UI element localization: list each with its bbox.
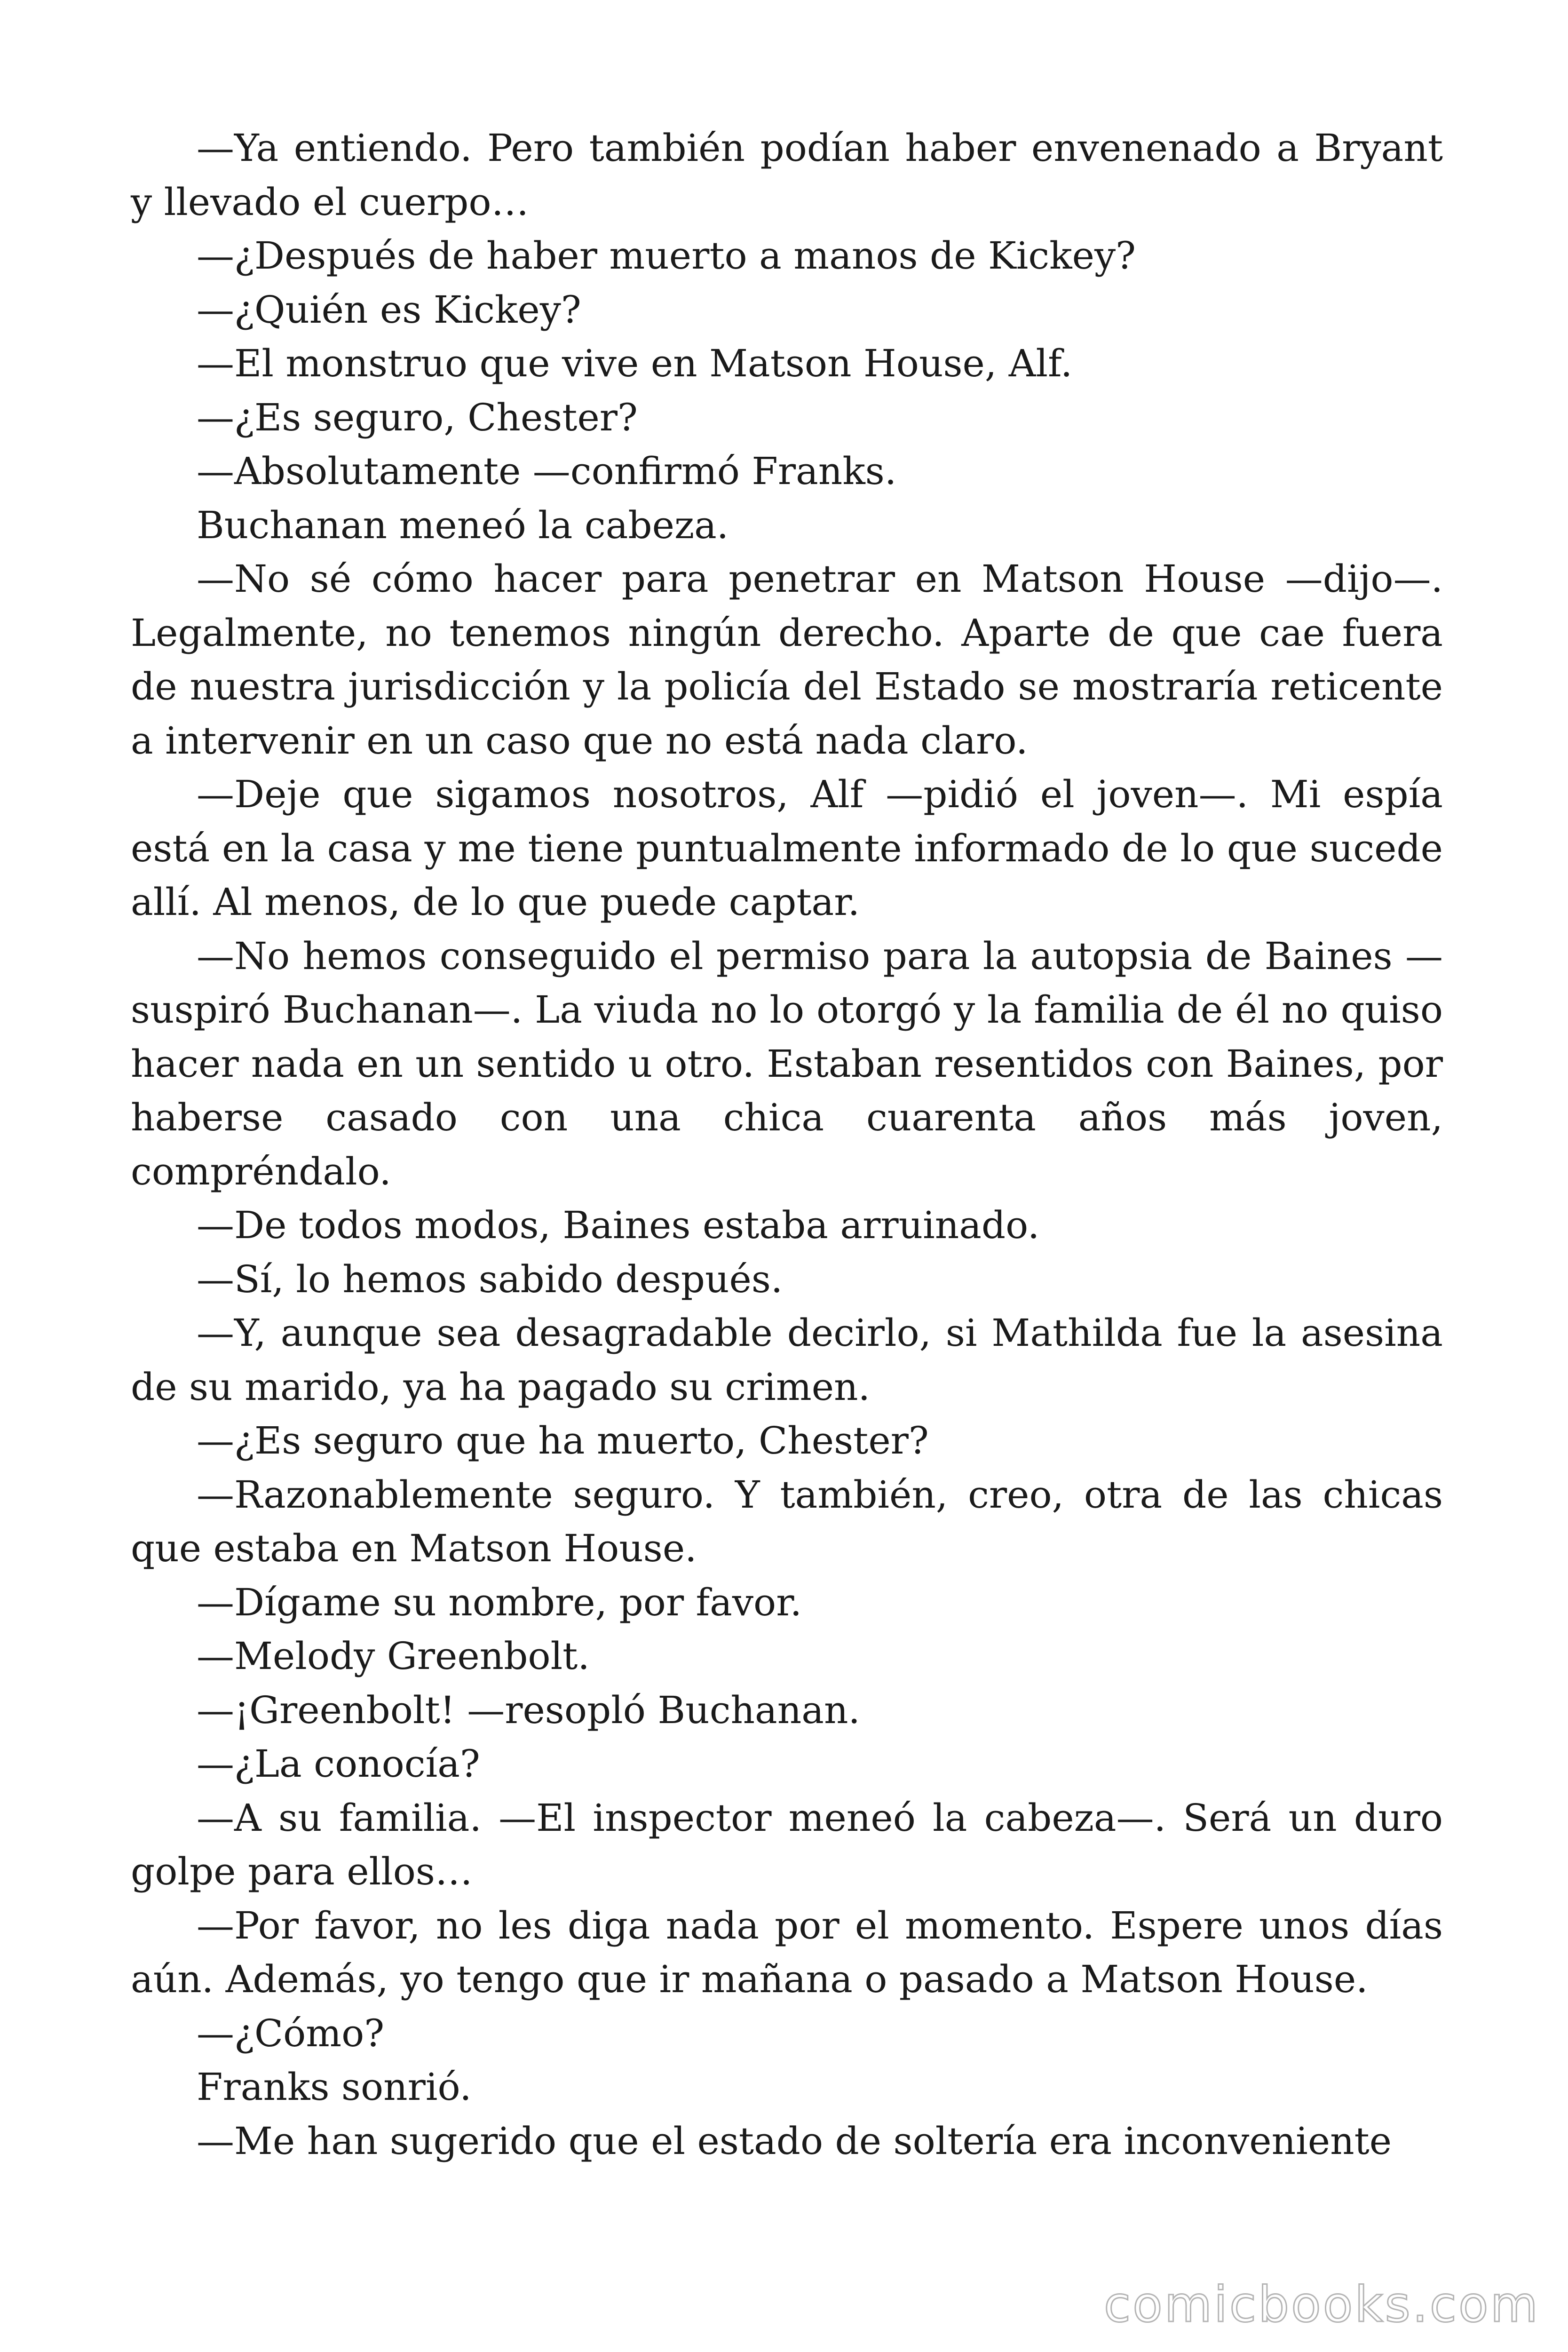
watermark: comicbooks.com xyxy=(1103,2276,1540,2333)
paragraph-20: —A su familia. —El inspector meneó la cabeza—. Será un duro golpe para ellos… xyxy=(131,1796,1443,1893)
paragraph-3: —¿Quién es Kickey? xyxy=(197,287,581,332)
paragraph-10: —No hemos conseguido el permiso para la autopsia de Baines —suspiró Buchanan—. La viuda no lo otorgó y la familia de él no quiso hacer nada en un sentido u otro. Estaban resentidos con Baines, por haberse casado con una chica cuarenta años más joven, compréndalo. xyxy=(131,934,1443,1193)
paragraph-7: Buchanan meneó la cabeza. xyxy=(197,503,729,547)
paragraph-13: —Y, aunque sea desagradable decirlo, si Mathilda fue la asesina de su marido, ya ha pagado su crimen. xyxy=(131,1311,1443,1409)
paragraph-24: —Me han sugerido que el estado de soltería era inconveniente xyxy=(197,2119,1392,2163)
paragraph-23: Franks sonrió. xyxy=(197,2065,472,2109)
paragraph-8: —No sé cómo hacer para penetrar en Matson House —dijo—. Legalmente, no tenemos ningún derecho. Aparte de que cae fuera de nuestra jurisdicción y la policía del Estado se mostraría reticente a intervenir en un caso que no está nada claro. xyxy=(131,557,1443,763)
paragraph-19: —¿La conocía? xyxy=(197,1742,480,1786)
paragraph-6: —Absolutamente —confirmó Franks. xyxy=(197,449,897,493)
paragraph-16: —Dígame su nombre, por favor. xyxy=(197,1580,802,1624)
paragraph-5: —¿Es seguro, Chester? xyxy=(197,395,638,439)
paragraph-9: —Deje que sigamos nosotros, Alf —pidió el joven—. Mi espía está en la casa y me tiene puntualmente informado de lo que sucede allí. Al menos, de lo que puede captar. xyxy=(131,772,1443,924)
paragraph-2: —¿Después de haber muerto a manos de Kickey? xyxy=(197,234,1136,278)
paragraph-11: —De todos modos, Baines estaba arruinado. xyxy=(197,1203,1040,1247)
paragraph-17: —Melody Greenbolt. xyxy=(197,1634,590,1678)
paragraph-12: —Sí, lo hemos sabido después. xyxy=(197,1257,783,1301)
paragraph-1: —Ya entiendo. Pero también podían haber envenenado a Bryant y llevado el cuerpo… xyxy=(131,126,1443,224)
paragraph-14: —¿Es seguro que ha muerto, Chester? xyxy=(197,1419,929,1462)
paragraph-22: —¿Cómo? xyxy=(197,2011,385,2055)
paragraph-18: —¡Greenbolt! —resopló Buchanan. xyxy=(197,1688,860,1732)
paragraph-15: —Razonablemente seguro. Y también, creo, otra de las chicas que estaba en Matson House. xyxy=(131,1472,1443,1570)
page-body xyxy=(131,121,1443,2168)
paragraph-4: —El monstruo que vive en Matson House, Alf. xyxy=(197,342,1073,385)
paragraph-21: —Por favor, no les diga nada por el momento. Espere unos días aún. Además, yo tengo que ir mañana o pasado a Matson House. xyxy=(131,1903,1443,2001)
